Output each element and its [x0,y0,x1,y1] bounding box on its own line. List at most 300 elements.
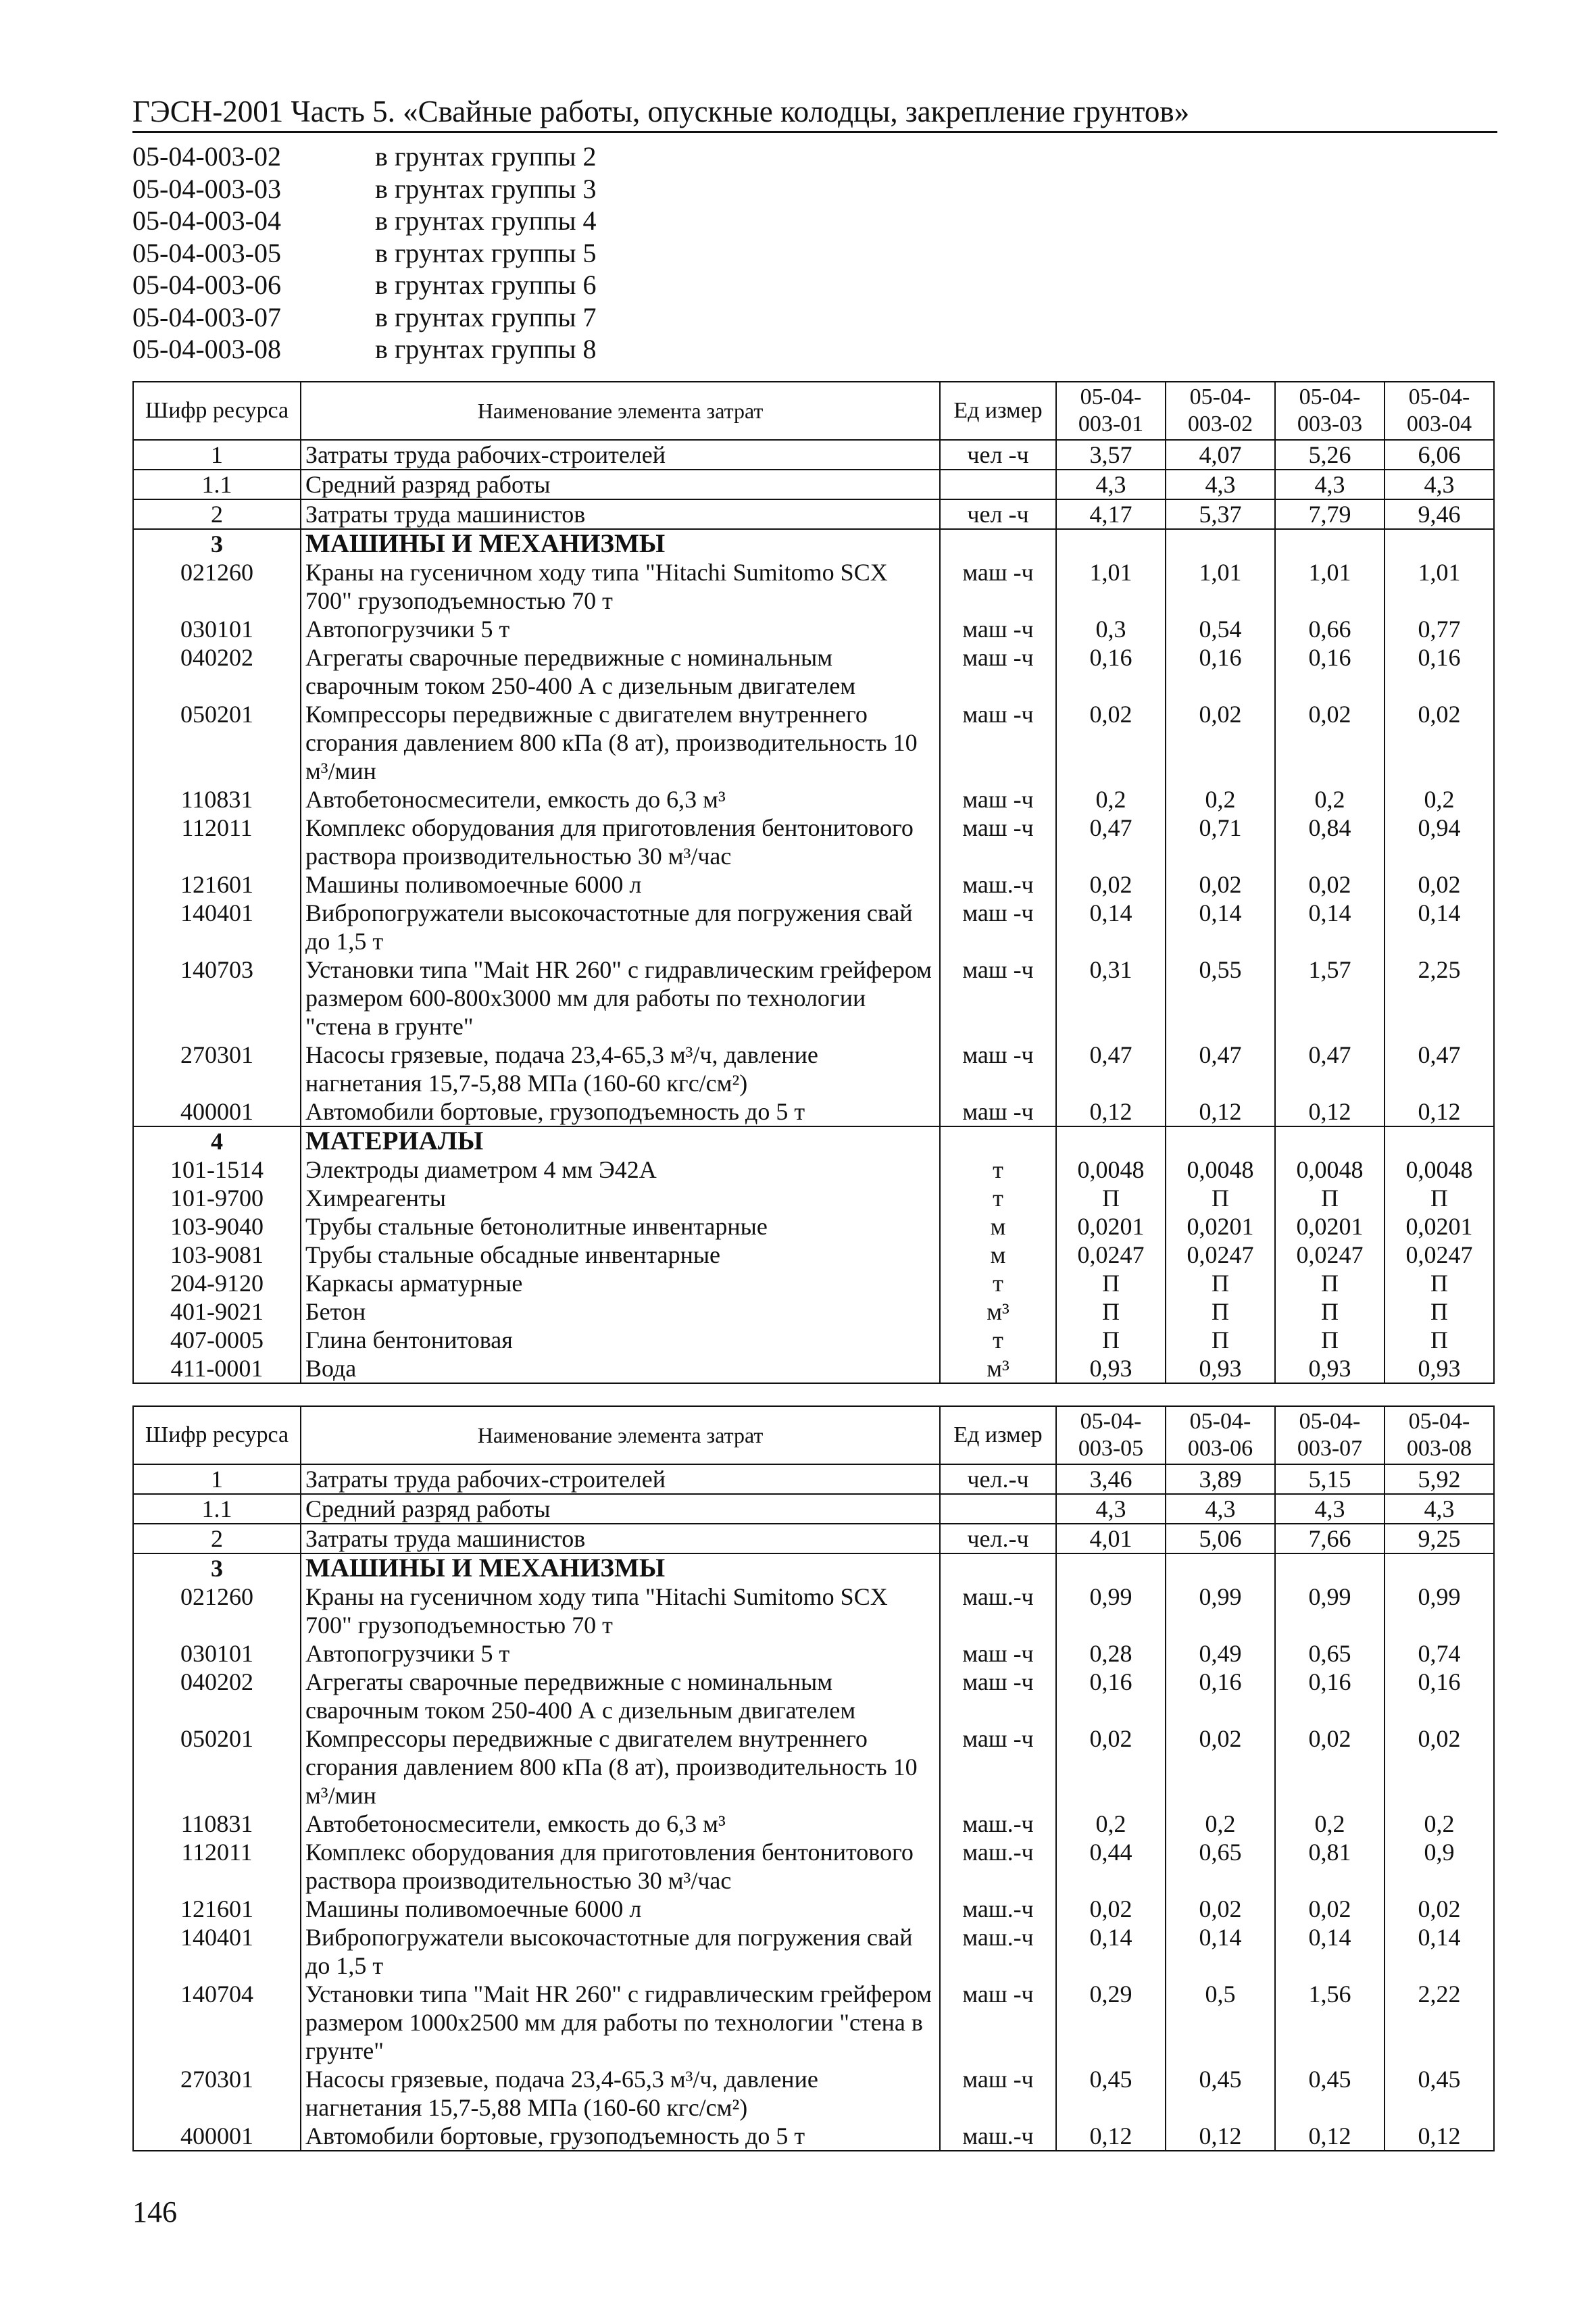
norm-value: 5,06 [1166,1524,1275,1553]
unit-cell: м [940,1241,1056,1269]
norm-value: 0,02 [1385,700,1494,785]
unit-cell: маш -ч [940,1724,1056,1810]
column-header-unit: Ед измер [940,1406,1056,1464]
resource-code: 040202 [133,1668,301,1724]
resource-code: 030101 [133,1639,301,1668]
table-row [133,700,1494,785]
norm-value: 0,49 [1166,1639,1275,1668]
norm-value: 0,12 [1166,2122,1275,2151]
unit-cell: маш.-ч [940,870,1056,899]
resource-code: 2 [133,1524,301,1553]
norm-value: 5,92 [1385,1464,1494,1494]
resource-name: Машины поливомоечные 6000 л [301,870,940,899]
table-row [133,1639,1494,1668]
norm-value: 1,56 [1275,1980,1385,2065]
norm-code-list [132,141,596,366]
resource-name: Комплекс оборудования для приготовления бентонитового раствора производительностью 30 м³/час [301,1838,940,1895]
norm-value: П [1275,1184,1385,1212]
norm-value: 0,47 [1385,1041,1494,1097]
norm-value: 0,2 [1385,1810,1494,1838]
column-header-norm: 05-04-003-01 [1056,382,1166,440]
table-row [133,1668,1494,1724]
norm-value: 0,02 [1385,1724,1494,1810]
resource-code: 140401 [133,899,301,955]
resource-code: 103-9081 [133,1241,301,1269]
unit-cell: маш -ч [940,899,1056,955]
resource-code: 140401 [133,1923,301,1980]
norm-value: 0,3 [1056,615,1166,643]
resource-name: Автопогрузчики 5 т [301,1639,940,1668]
resource-code: 1.1 [133,1494,301,1524]
norm-value: 0,65 [1166,1838,1275,1895]
norm-value: 0,0247 [1275,1241,1385,1269]
resource-code: 1 [133,440,301,470]
norm-value: 0,93 [1385,1354,1494,1383]
table-row [133,2065,1494,2122]
unit-cell: чел -ч [940,440,1056,470]
norm-value: 0,14 [1385,1923,1494,1980]
section-title: МАШИНЫ И МЕХАНИЗМЫ [301,1553,940,1583]
norm-value [1166,1553,1275,1583]
resource-name: Машины поливомоечные 6000 л [301,1895,940,1923]
norm-value: 0,55 [1166,955,1275,1041]
resource-code: 270301 [133,1041,301,1097]
norm-value: 0,02 [1275,1895,1385,1923]
norm-value: П [1166,1184,1275,1212]
resource-code: 050201 [133,1724,301,1810]
resource-name: Вибропогружатели высокочастотные для погружения свай до 1,5 т [301,1923,940,1980]
unit-cell: маш -ч [940,1980,1056,2065]
norm-value: 0,2 [1385,785,1494,814]
norm-value: 0,84 [1275,814,1385,870]
norm-value: П [1166,1297,1275,1326]
norm-value: 0,14 [1166,899,1275,955]
norm-value: 0,02 [1056,700,1166,785]
norm-value: П [1056,1297,1166,1326]
norm-value: 0,47 [1056,814,1166,870]
norm-value: 0,14 [1385,899,1494,955]
section-row [133,1553,1494,1583]
norm-value: 0,99 [1166,1583,1275,1639]
unit-cell: т [940,1155,1056,1184]
resource-code: 204-9120 [133,1269,301,1297]
norm-value: 0,47 [1056,1041,1166,1097]
resource-code: 411-0001 [133,1354,301,1383]
norm-value: 5,37 [1166,499,1275,529]
table-row [133,643,1494,700]
resource-name: Компрессоры передвижные с двигателем внутреннего сгорания давлением 800 кПа (8 ат), производительность 10 м³/мин [301,1724,940,1810]
table-row [133,1155,1494,1184]
resource-code: 270301 [133,2065,301,2122]
norm-value: 0,0247 [1166,1241,1275,1269]
norm-value: 0,28 [1056,1639,1166,1668]
column-header-norm: 05-04-003-06 [1166,1406,1275,1464]
unit-cell: т [940,1184,1056,1212]
table-row [133,1464,1494,1494]
resource-code: 103-9040 [133,1212,301,1241]
norm-value: 0,02 [1385,870,1494,899]
resource-name: Компрессоры передвижные с двигателем внутреннего сгорания давлением 800 кПа (8 ат), производительность 10 м³/мин [301,700,940,785]
norm-value: П [1385,1297,1494,1326]
norm-value: 0,16 [1166,1668,1275,1724]
norm-value: 0,0201 [1385,1212,1494,1241]
column-header-norm: 05-04-003-07 [1275,1406,1385,1464]
resource-code: 110831 [133,785,301,814]
list-item [132,237,596,270]
resource-code: 112011 [133,814,301,870]
norm-value: П [1056,1184,1166,1212]
norm-value: 1,01 [1166,558,1275,615]
table-row [133,955,1494,1041]
norm-value: 0,66 [1275,615,1385,643]
table-row [133,1041,1494,1097]
resource-name: Агрегаты сварочные передвижные с номинальным сварочным током 250-400 А с дизельным двигателем [301,643,940,700]
column-header-norm: 05-04-003-05 [1056,1406,1166,1464]
norm-desc: в грунтах группы 3 [375,173,597,204]
unit-cell: маш -ч [940,955,1056,1041]
norm-value: 4,3 [1385,1494,1494,1524]
unit-cell: маш.-ч [940,1810,1056,1838]
norm-value: 5,26 [1275,440,1385,470]
norm-value: 0,2 [1056,785,1166,814]
unit-cell: м [940,1212,1056,1241]
list-item [132,301,596,334]
norm-value: 0,99 [1056,1583,1166,1639]
resource-name: Насосы грязевые, подача 23,4-65,3 м³/ч, давление нагнетания 15,7-5,88 МПа (160-60 кгс/см²) [301,1041,940,1097]
norm-value: 0,5 [1166,1980,1275,2065]
norm-value: 4,17 [1056,499,1166,529]
norm-value: 0,12 [1056,1097,1166,1126]
norm-desc: в грунтах группы 6 [375,270,597,300]
norm-value: 0,93 [1056,1354,1166,1383]
norm-value: 4,3 [1166,1494,1275,1524]
norm-value: 0,0201 [1275,1212,1385,1241]
unit-cell: маш.-ч [940,1895,1056,1923]
unit-cell: маш -ч [940,1639,1056,1668]
norm-value: 7,66 [1275,1524,1385,1553]
unit-cell: маш.-ч [940,1838,1056,1895]
unit-cell: маш -ч [940,1041,1056,1097]
resource-code: 121601 [133,1895,301,1923]
norm-value: 0,12 [1385,1097,1494,1126]
norm-value: 4,3 [1056,470,1166,499]
resource-code: 407-0005 [133,1326,301,1354]
norm-code: 05-04-003-06 [132,270,281,300]
resource-code: 401-9021 [133,1297,301,1326]
norm-value [1385,529,1494,558]
norm-value [1056,1553,1166,1583]
norm-value [1385,1553,1494,1583]
norm-value: 9,46 [1385,499,1494,529]
unit-cell: м³ [940,1297,1056,1326]
norm-desc: в грунтах группы 4 [375,205,597,236]
norm-code: 05-04-003-03 [132,173,281,204]
norm-value: 0,0201 [1056,1212,1166,1241]
resource-name: Трубы стальные обсадные инвентарные [301,1241,940,1269]
norm-value: П [1385,1326,1494,1354]
norm-value: 0,02 [1166,1724,1275,1810]
column-header-code: Шифр ресурса [133,382,301,440]
norm-value: 0,2 [1056,1810,1166,1838]
section-row [133,1126,1494,1155]
norm-value: 0,16 [1056,1668,1166,1724]
resource-code: 2 [133,499,301,529]
resource-code: 101-9700 [133,1184,301,1212]
resource-name: Автопогрузчики 5 т [301,615,940,643]
norm-value: П [1275,1297,1385,1326]
norm-value: 3,46 [1056,1464,1166,1494]
resource-code: 140704 [133,1980,301,2065]
norm-value: 2,22 [1385,1980,1494,2065]
resource-name: Автомобили бортовые, грузоподъемность до 5 т [301,1097,940,1126]
resource-code: 112011 [133,1838,301,1895]
resource-code: 040202 [133,643,301,700]
column-header-norm: 05-04-003-04 [1385,382,1494,440]
resource-code: 140703 [133,955,301,1041]
norm-value: 7,79 [1275,499,1385,529]
norm-code: 05-04-003-04 [132,205,281,236]
section-row [133,529,1494,558]
resource-name: Автобетоносмесители, емкость до 6,3 м³ [301,785,940,814]
resource-name: Агрегаты сварочные передвижные с номинальным сварочным током 250-400 А с дизельным двигателем [301,1668,940,1724]
norm-value: 1,01 [1385,558,1494,615]
norm-value [1056,529,1166,558]
norm-value: 9,25 [1385,1524,1494,1553]
resource-name: Насосы грязевые, подача 23,4-65,3 м³/ч, давление нагнетания 15,7-5,88 МПа (160-60 кгс/см²) [301,2065,940,2122]
norm-desc: в грунтах группы 2 [375,141,597,172]
column-header-name: Наименование элемента затрат [301,1406,940,1464]
norm-value: 0,14 [1056,1923,1166,1980]
section-title: МАШИНЫ И МЕХАНИЗМЫ [301,529,940,558]
resource-name: Установки типа "Mait HR 260" с гидравлическим грейфером размером 1000х2500 мм для работы по технологии "стена в грунте" [301,1980,940,2065]
table-row [133,1810,1494,1838]
norm-value: 4,01 [1056,1524,1166,1553]
norm-value: 0,54 [1166,615,1275,643]
resource-name: Вибропогружатели высокочастотные для погружения свай до 1,5 т [301,899,940,955]
norm-value: 0,12 [1385,2122,1494,2151]
norm-value: 0,99 [1275,1583,1385,1639]
norm-value: 0,71 [1166,814,1275,870]
unit-cell: чел.-ч [940,1524,1056,1553]
resource-table-2 [132,1405,1495,2151]
norm-value: П [1275,1326,1385,1354]
unit-cell: маш -ч [940,785,1056,814]
table-row [133,1354,1494,1383]
norm-value: 0,02 [1275,870,1385,899]
table-row [133,499,1494,529]
norm-value: 1,57 [1275,955,1385,1041]
resource-name: Химреагенты [301,1184,940,1212]
resource-name: Краны на гусеничном ходу типа "Hitachi Sumitomo SCX 700" грузоподъемностью 70 т [301,558,940,615]
table-row [133,1297,1494,1326]
resource-code: 400001 [133,1097,301,1126]
table-row [133,1838,1494,1895]
table-row [133,1724,1494,1810]
resource-code: 3 [133,1553,301,1583]
norm-value: 0,29 [1056,1980,1166,2065]
resource-name: Затраты труда машинистов [301,1524,940,1553]
resource-name: Электроды диаметром 4 мм Э42А [301,1155,940,1184]
norm-value: 0,93 [1166,1354,1275,1383]
norm-value: 0,65 [1275,1639,1385,1668]
column-header-norm: 05-04-003-03 [1275,382,1385,440]
table-row [133,899,1494,955]
unit-cell: м³ [940,1354,1056,1383]
unit-cell [940,529,1056,558]
norm-value: 4,3 [1385,470,1494,499]
norm-value: 0,77 [1385,615,1494,643]
norm-value: 0,2 [1166,785,1275,814]
resource-code: 1 [133,1464,301,1494]
norm-value: 0,94 [1385,814,1494,870]
resource-code: 030101 [133,615,301,643]
norm-value: 0,12 [1056,2122,1166,2151]
norm-value: 0,2 [1275,1810,1385,1838]
column-header-code: Шифр ресурса [133,1406,301,1464]
resource-name: Установки типа "Mait HR 260" с гидравлическим грейфером размером 600-800х3000 мм для работы по технологии "стена в грунте" [301,955,940,1041]
table-row [133,1097,1494,1126]
norm-value: 6,06 [1385,440,1494,470]
unit-cell: маш -ч [940,558,1056,615]
norm-value: 0,02 [1166,1895,1275,1923]
table-row [133,1212,1494,1241]
norm-value: 0,16 [1275,643,1385,700]
resource-name: Бетон [301,1297,940,1326]
table-row [133,2122,1494,2151]
norm-value: 0,0201 [1166,1212,1275,1241]
resource-name: Комплекс оборудования для приготовления бентонитового раствора производительностью 30 м³/час [301,814,940,870]
unit-cell: маш -ч [940,1668,1056,1724]
norm-value: 4,3 [1275,470,1385,499]
resource-code: 400001 [133,2122,301,2151]
running-header: ГЭСН-2001 Часть 5. «Свайные работы, опускные колодцы, закрепление грунтов» [132,93,1497,133]
norm-value: 0,2 [1166,1810,1275,1838]
norm-value: 0,9 [1385,1838,1494,1895]
table-row [133,1895,1494,1923]
norm-value: П [1166,1269,1275,1297]
page-number: 146 [132,2195,177,2229]
resource-name: Средний разряд работы [301,470,940,499]
norm-value: П [1166,1326,1275,1354]
norm-value: 0,47 [1166,1041,1275,1097]
resource-name: Каркасы арматурные [301,1269,940,1297]
resource-table-1 [132,381,1495,1384]
norm-value: 0,0048 [1166,1155,1275,1184]
table-row [133,1184,1494,1212]
norm-value: 0,02 [1166,700,1275,785]
table-row [133,1326,1494,1354]
resource-code: 050201 [133,700,301,785]
norm-value: 0,0048 [1056,1155,1166,1184]
norm-value: 0,0048 [1275,1155,1385,1184]
norm-value: 0,02 [1385,1895,1494,1923]
norm-value [1275,1553,1385,1583]
norm-value: 0,0247 [1385,1241,1494,1269]
norm-value [1166,1126,1275,1155]
unit-cell: маш.-ч [940,1923,1056,1980]
resource-name: Краны на гусеничном ходу типа "Hitachi Sumitomo SCX 700" грузоподъемностью 70 т [301,1583,940,1639]
table-row [133,1494,1494,1524]
resource-code: 110831 [133,1810,301,1838]
norm-value: 0,02 [1166,870,1275,899]
norm-value: 4,07 [1166,440,1275,470]
resource-name: Трубы стальные бетонолитные инвентарные [301,1212,940,1241]
table-row [133,1524,1494,1553]
resource-code: 3 [133,529,301,558]
norm-value [1385,1126,1494,1155]
norm-value: 0,14 [1166,1923,1275,1980]
table-row [133,1583,1494,1639]
norm-value [1166,529,1275,558]
norm-value: П [1275,1269,1385,1297]
norm-value: 0,16 [1056,643,1166,700]
norm-value: 0,2 [1275,785,1385,814]
norm-value [1275,529,1385,558]
unit-cell: чел -ч [940,499,1056,529]
list-item [132,333,596,366]
unit-cell: маш.-ч [940,1583,1056,1639]
norm-value: 0,45 [1056,2065,1166,2122]
resource-code: 021260 [133,558,301,615]
norm-desc: в грунтах группы 8 [375,334,597,364]
resource-code: 121601 [133,870,301,899]
resource-name: Затраты труда рабочих-строителей [301,440,940,470]
norm-value: 0,0048 [1385,1155,1494,1184]
norm-value: 4,3 [1275,1494,1385,1524]
table-row [133,615,1494,643]
table-row [133,814,1494,870]
table-row [133,440,1494,470]
table-row [133,870,1494,899]
norm-code: 05-04-003-02 [132,141,281,172]
norm-value: 0,74 [1385,1639,1494,1668]
unit-cell [940,1126,1056,1155]
norm-value: 0,12 [1166,1097,1275,1126]
list-item [132,141,596,173]
column-header-norm: 05-04-003-08 [1385,1406,1494,1464]
unit-cell [940,1494,1056,1524]
norm-value: 0,0247 [1056,1241,1166,1269]
table-row [133,1923,1494,1980]
unit-cell [940,1553,1056,1583]
table-row [133,1980,1494,2065]
norm-value: 0,16 [1275,1668,1385,1724]
norm-value: 0,93 [1275,1354,1385,1383]
column-header-unit: Ед измер [940,382,1056,440]
norm-value: П [1385,1269,1494,1297]
norm-value: 1,01 [1275,558,1385,615]
norm-value: 0,81 [1275,1838,1385,1895]
column-header-name: Наименование элемента затрат [301,382,940,440]
norm-value: 5,15 [1275,1464,1385,1494]
norm-value: П [1385,1184,1494,1212]
resource-code: 101-1514 [133,1155,301,1184]
unit-cell: маш -ч [940,814,1056,870]
norm-value: 0,16 [1166,643,1275,700]
norm-value: 3,89 [1166,1464,1275,1494]
norm-value: 0,12 [1275,2122,1385,2151]
list-item [132,173,596,205]
list-item [132,205,596,237]
norm-value: 1,01 [1056,558,1166,615]
norm-value: 4,3 [1166,470,1275,499]
norm-value: 0,14 [1275,899,1385,955]
norm-value: 4,3 [1056,1494,1166,1524]
table-row [133,470,1494,499]
norm-value: 0,02 [1056,1895,1166,1923]
unit-cell: т [940,1326,1056,1354]
resource-name: Средний разряд работы [301,1494,940,1524]
